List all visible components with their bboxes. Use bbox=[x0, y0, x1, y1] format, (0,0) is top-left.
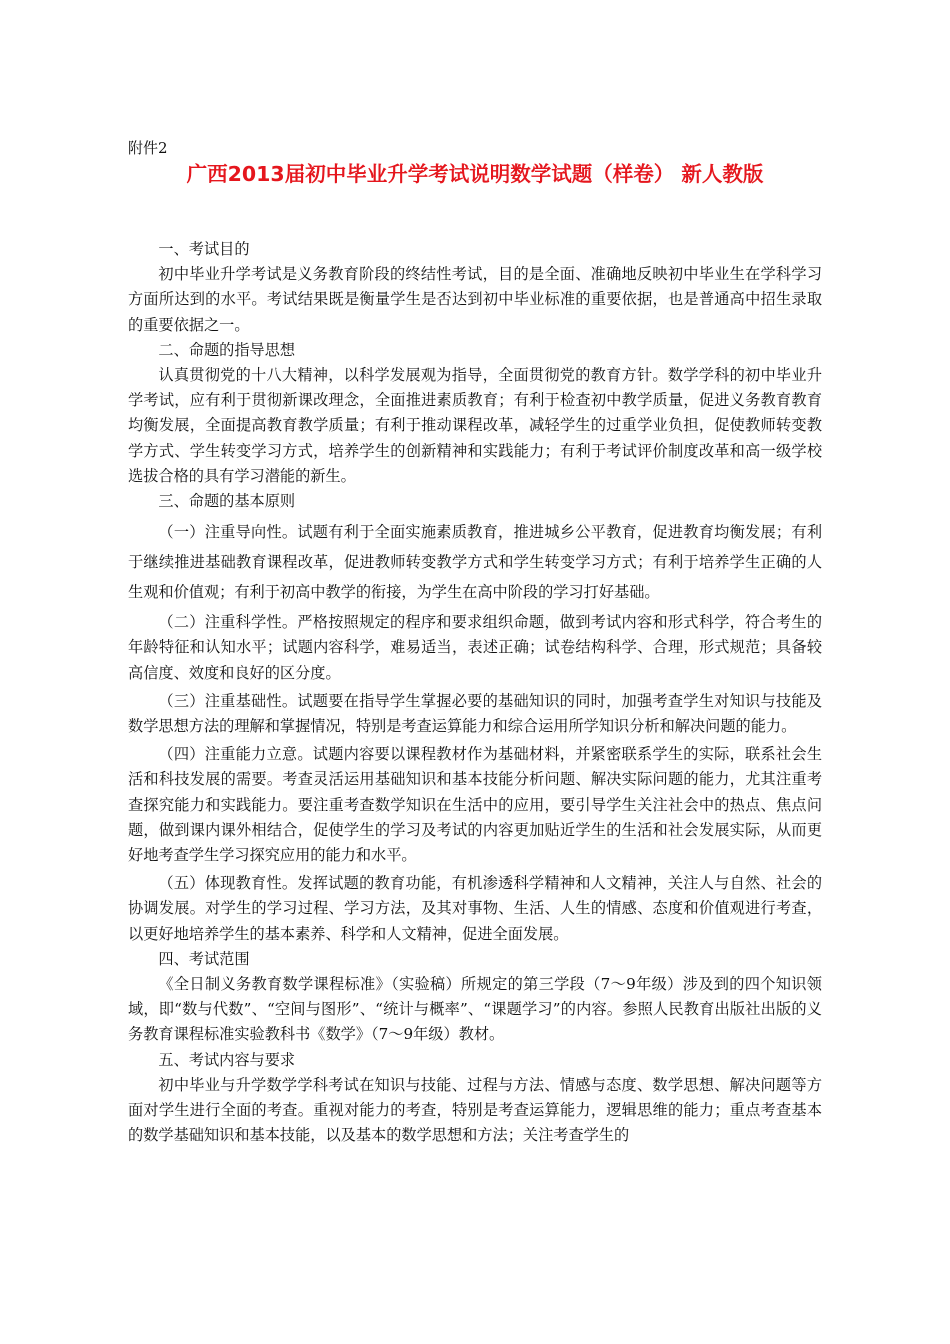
section-heading-basic-principles: 三、命题的基本原则 bbox=[158, 492, 296, 511]
paragraph-exam-scope: 《全日制义务教育数学课程标准》（实验稿）所规定的第三学段（7～9年级）涉及到的四个知识领域，即“数与代数”、“空间与图形”、“统计与概率”、“课题学习”的内容。参照人民教育出版社出版的义务教育课程标准实验教科书《数学》（7～9年级）教材。 bbox=[128, 975, 822, 1044]
section-heading-content-requirements: 五、考试内容与要求 bbox=[158, 1050, 296, 1069]
paragraph-principle-ability: （四）注重能力立意。试题内容要以课程教材作为基础材料，并紧密联系学生的实际，联系社会生活和科技发展的需要。考查灵活运用基础知识和基本技能分析问题、解决实际问题的能力，尤其注重考查探究能力和实践能力。要注重考查数学知识在生活中的应用，要引导学生关注社会中的热点、焦点问题，做到课内课外相结合，促使学生的学习及考试的内容更加贴近学生的生活和社会发展实际，从而更好地考查学生学习探究应用的能力和水平。 bbox=[128, 745, 822, 865]
section-heading-exam-scope: 四、考试范围 bbox=[158, 949, 250, 968]
paragraph-guiding-ideology: 认真贯彻党的十八大精神，以科学发展观为指导，全面贯彻党的教育方针。数学学科的初中毕业升学考试，应有利于贯彻新课改理念，全面推进素质教育；有利于检查初中教学质量，促进义务教育教育均衡发展，全面提高教育教学质量；有利于推动课程改革，减轻学生的过重学业负担，促使教师转变教学方式、学生转变学习方式，培养学生的创新精神和实践能力；有利于考试评价制度改革和高一级学校选拔合格的具有学习潜能的新生。 bbox=[128, 366, 822, 485]
section-heading-guiding-ideology: 二、命题的指导思想 bbox=[158, 340, 296, 359]
paragraph-content-requirements: 初中毕业与升学数学学科考试在知识与技能、过程与方法、情感与态度、数学思想、解决问题等方面对学生进行全面的考查。重视对能力的考查，特别是考查运算能力，逻辑思维的能力；重点考查基本的数学基础知识和基本技能，以及基本的数学思想和方法；关注考查学生的 bbox=[128, 1075, 822, 1145]
paragraph-principle-scientific: （二）注重科学性。严格按照规定的程序和要求组织命题，做到考试内容和形式科学，符合考生的年龄特征和认知水平；试题内容科学，难易适当，表述正确；试卷结构科学、合理，形式规范；具备较高信度、效度和良好的区分度。 bbox=[128, 613, 822, 682]
document-body bbox=[128, 237, 822, 1149]
paragraph-principle-fundamentals: （三）注重基础性。试题要在指导学生掌握必要的基础知识的同时，加强考查学生对知识与技能及数学思想方法的理解和掌握情况，特别是考查运算能力和综合运用所学知识分析和解决问题的能力。 bbox=[128, 691, 822, 736]
paragraph-principle-education: （五）体现教育性。发挥试题的教育功能，有机渗透科学精神和人文精神，关注人与自然、社会的协调发展。对学生的学习过程、学习方法，及其对事物、生活、人生的情感、态度和价值观进行考查，以更好地培养学生的基本素养、科学和人文精神，促进全面发展。 bbox=[128, 874, 822, 943]
paragraph-exam-purpose: 初中毕业升学考试是义务教育阶段的终结性考试，目的是全面、准确地反映初中毕业生在学科学习方面所达到的水平。考试结果既是衡量学生是否达到初中毕业标准的重要依据，也是普通高中招生录取的重要依据之一。 bbox=[128, 265, 822, 334]
attachment-label: 附件2 bbox=[128, 139, 168, 157]
document-title: 广西2013届初中毕业升学考试说明数学试题（样卷） 新人教版 bbox=[186, 162, 764, 186]
section-heading-exam-purpose: 一、考试目的 bbox=[158, 240, 250, 258]
paragraph-principle-orientation: （一）注重导向性。试题有利于全面实施素质教育，推进城乡公平教育，促进教育均衡发展；有利于继续推进基础教育课程改革，促进教师转变教学方式和学生转变学习方式；有利于培养学生正确的人生观和价值观；有利于初高中教学的衔接，为学生在高中阶段的学习打好基础。 bbox=[128, 523, 822, 602]
